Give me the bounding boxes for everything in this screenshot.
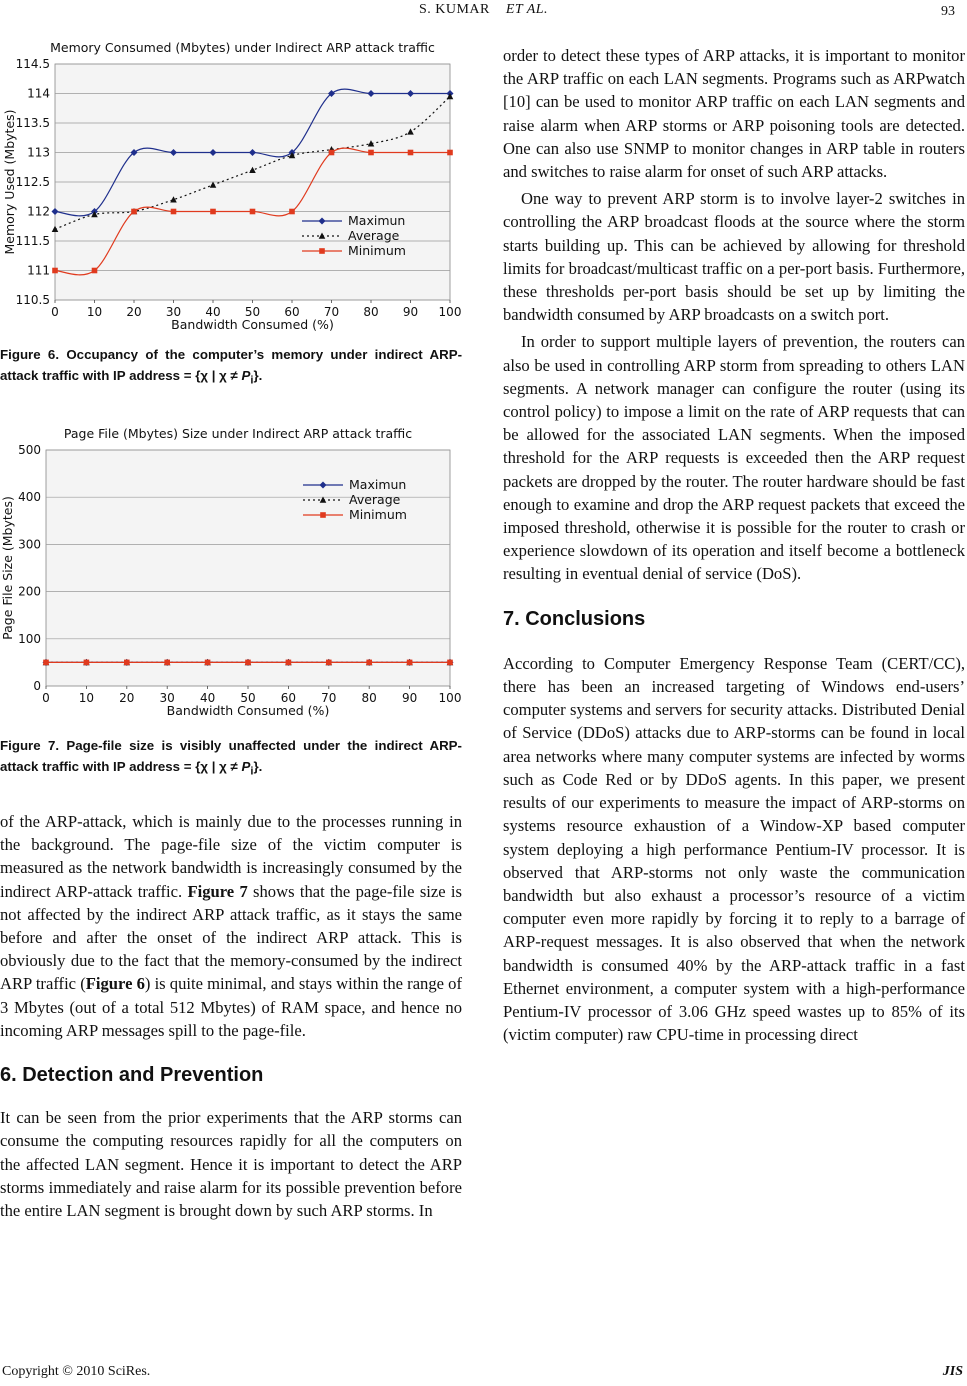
figure-7-label: Figure 7. — [0, 738, 60, 753]
x-tick-label: 10 — [78, 691, 95, 705]
figure-7-chart — [0, 424, 462, 720]
right-paragraph-4: According to Computer Emergency Response Team (CERT/CC), there has been an increased targeting of Windows end-users’ computer systems and servers for security attacks. Distributed Denial of Service (DDoS) attacks due to ARP-storms can be found in local area networks where many computer systems are infected by worms such as Code Red or by DDoS agents. In this paper, we present results of our experiments to measure the impact of ARP-storms on systems resource exhaustion of a Window-XP based computer system deploying a high performance Pentium-IV processor. It is observed that ARP-storms not only waste the communication bandwidth but also exhaust a processor’s resource of a victim computer even more rapidly by forcing it to reply to a barrage of ARP-request messages. It is also observed that when the network bandwidth is consumed 40% by the ARP-attack traffic in a fast Ethernet environment, a computer system with a high-performance Pentium-IV processor of 3.06 GHz speed wastes up to 85% of its (victim computer) raw CPU-time in processing direct — [503, 653, 965, 1045]
x-tick-label: 20 — [119, 691, 135, 705]
x-tick-label: 50 — [240, 691, 256, 705]
data-point-minimum — [329, 150, 335, 156]
copyright-notice: Copyright © 2010 SciRes. — [2, 1364, 151, 1379]
x-tick-label: 60 — [280, 691, 297, 705]
figure-6-caption-var: P — [241, 368, 251, 383]
figure-7-reference: Figure 7 — [187, 881, 248, 901]
figure-6-caption-text: Occupancy of the computer’s memory under indirect ARP-attack traffic with IP address = {χ | χ ≠ — [0, 347, 463, 383]
data-point-minimum — [124, 660, 130, 666]
data-point-minimum — [250, 209, 256, 215]
legend-entry: Maximun — [349, 477, 407, 492]
figure-6-caption-sub: i — [250, 374, 254, 387]
chart-title: Memory Consumed (Mbytes) under Indirect ARP attack traffic — [50, 40, 435, 55]
left-para-1-part-b: shows that the page-file size is not affected by the indirect ARP attack traffic, as it stays the same before and after the onset of the indirect ARP attack. This is obviously due to the fact that the memory-consumed by the indirect ARP traffic ( — [0, 881, 462, 994]
x-tick-label: 100 — [438, 691, 462, 705]
data-point-minimum — [368, 150, 374, 156]
x-tick-label: 80 — [363, 305, 379, 319]
figure-7-caption-var: P — [241, 759, 251, 774]
header-authors — [0, 2, 967, 18]
data-point-minimum — [326, 660, 332, 666]
data-point-minimum — [408, 150, 414, 156]
y-tick-label: 114 — [27, 86, 50, 101]
y-tick-label: 0 — [33, 679, 41, 693]
data-point-minimum — [289, 209, 295, 215]
data-point-minimum — [164, 660, 170, 666]
figure-6-label: Figure 6. — [0, 347, 60, 362]
right-column — [503, 44, 965, 1046]
y-tick-label: 112 — [27, 204, 50, 219]
x-tick-label: 90 — [401, 691, 418, 705]
figure-7-caption-end: }. — [253, 759, 263, 774]
x-tick-label: 30 — [165, 305, 182, 319]
page-number: 93 — [941, 4, 955, 19]
left-para-1-part-c: ) is quite minimal, and stays within the range of 3 Mbytes (out of a total 512 Mbytes) of RAM space, and hence no incoming ARP messages spill to the page-file. — [0, 974, 462, 1040]
left-paragraph-1 — [0, 810, 462, 1042]
y-tick-label: 114.5 — [15, 57, 50, 71]
right-paragraph-1: order to detect these types of ARP attacks, it is important to monitor the ARP traffic on each LAN segments. Programs such as ARPwatch [10] can be used to monitor ARP traffic on each LAN segments and raise alarm when ARP storms or ARP poisoning tools are detected. One can also use SNMP to monitor changes in ARP table in routers and switches to raise alarm for onset of such ARP attacks. — [503, 46, 965, 182]
data-point-minimum — [84, 660, 90, 666]
legend-entry: Maximun — [348, 213, 406, 228]
y-tick-label: 100 — [18, 631, 41, 646]
legend-entry: Average — [349, 492, 401, 507]
y-tick-label: 200 — [18, 584, 41, 599]
data-point-minimum — [171, 209, 177, 215]
right-paragraph-3: In order to support multiple layers of prevention, the routers can also be used in controlling ARP storm from spreading to others LAN segments. A network manager can configure the router (using its control policy) to impose a limit on the rate of ARP requests that can be allowed for the associated LAN segments. When the imposed threshold for the ARP requests is exceeded then the ARP request packets are dropped by the router. The router hardware should be fast enough to examine and drop the ARP request packets that exceed the imposed threshold, otherwise it is possible for the router to crash or experience slowdown of its operation and itself become a bottleneck resulting in eventual denial of service (DoS). — [503, 332, 965, 584]
figure-6-caption — [0, 344, 462, 392]
section-7-heading: 7. Conclusions — [503, 607, 646, 630]
data-point-minimum — [52, 268, 58, 274]
data-point-minimum — [286, 660, 292, 666]
left-column — [0, 810, 462, 1222]
data-point-minimum — [210, 209, 216, 215]
y-tick-label: 113.5 — [15, 116, 50, 130]
y-tick-label: 300 — [18, 537, 41, 552]
x-tick-label: 80 — [361, 691, 377, 705]
data-point-minimum — [43, 660, 49, 666]
y-tick-label: 110.5 — [15, 293, 50, 307]
x-tick-label: 40 — [199, 691, 216, 705]
figure-7-caption — [0, 735, 462, 783]
figure-6-caption-end: }. — [253, 368, 263, 383]
x-tick-label: 70 — [323, 305, 340, 319]
header-author-name: S. KUMAR — [418, 2, 490, 17]
chart-title: Page File (Mbytes) Size under Indirect ARP attack traffic — [63, 426, 413, 441]
y-axis-label: Memory Used (Mbytes) — [2, 109, 17, 255]
x-tick-label: 20 — [126, 305, 142, 319]
section-6-heading: 6. Detection and Prevention — [0, 1064, 264, 1087]
x-tick-label: 30 — [159, 691, 175, 705]
legend-marker — [320, 512, 326, 518]
y-tick-label: 113 — [27, 145, 50, 160]
x-tick-label: 0 — [42, 691, 50, 705]
running-header — [0, 2, 967, 22]
x-tick-label: 70 — [321, 691, 337, 705]
y-tick-label: 500 — [18, 443, 41, 457]
data-point-minimum — [366, 660, 372, 666]
y-tick-label: 112.5 — [15, 175, 50, 189]
right-paragraph-2: One way to prevent ARP storm is to involve layer-2 switches in controlling the ARP broadcast floods at the source where the storm starts building up. This can be achieved by allowing for threshold limits for broadcast/multicast traffic on a per-port basis. Furthermore, these thresholds per-port basis should be set up by limiting the bandwidth consumed by ARP broadcasts on a switch port. — [503, 189, 965, 325]
left-paragraph-2: It can be seen from the prior experiments that the ARP storms can consume the computing resources rapidly for all the computers on the affected LAN segment. Hence it is important to detect the ARP storms immediately and raise alarm for its possible prevention before the entire LAN segment is brought down by such ARP storms. In — [0, 1108, 462, 1221]
y-tick-label: 111.5 — [15, 234, 50, 248]
data-point-minimum — [407, 660, 413, 666]
data-point-minimum — [447, 660, 453, 666]
y-tick-label: 111 — [27, 263, 50, 278]
legend-entry: Minimum — [348, 243, 406, 258]
x-axis-label: Bandwidth Consumed (%) — [171, 317, 334, 332]
journal-abbreviation: JIS — [942, 1364, 963, 1379]
y-tick-label: 400 — [18, 490, 41, 505]
x-tick-label: 0 — [51, 305, 59, 319]
data-point-minimum — [205, 660, 211, 666]
data-point-minimum — [447, 150, 453, 156]
legend-entry: Average — [348, 228, 400, 243]
legend-marker — [319, 248, 325, 254]
x-axis-label: Bandwidth Consumed (%) — [166, 703, 330, 718]
x-tick-label: 10 — [86, 305, 103, 319]
x-tick-label: 50 — [244, 305, 261, 319]
header-et-al: ET AL. — [505, 2, 549, 17]
figure-7-caption-text: Page-file size is visibly unaffected under the indirect ARP-attack traffic with IP address = {χ | χ ≠ — [0, 738, 462, 774]
x-tick-label: 60 — [284, 305, 300, 319]
y-axis-label: Page File Size (Mbytes) — [0, 496, 15, 640]
x-tick-label: 40 — [205, 305, 221, 319]
figure-6-chart — [0, 38, 462, 334]
legend-entry: Minimum — [349, 507, 407, 522]
data-point-minimum — [131, 209, 137, 215]
x-tick-label: 100 — [438, 305, 462, 319]
data-point-minimum — [245, 660, 251, 666]
figure-7-caption-sub: i — [250, 765, 254, 778]
figure-6-reference: Figure 6 — [85, 974, 145, 994]
left-para-1-part-a: of the ARP-attack, which is mainly due to the processes running in the background. The page-file size of the victim computer is measured as the network bandwidth is increasingly consumed by the indirect ARP-attack traffic. — [0, 812, 462, 901]
data-point-minimum — [92, 268, 98, 274]
x-tick-label: 90 — [402, 305, 419, 319]
